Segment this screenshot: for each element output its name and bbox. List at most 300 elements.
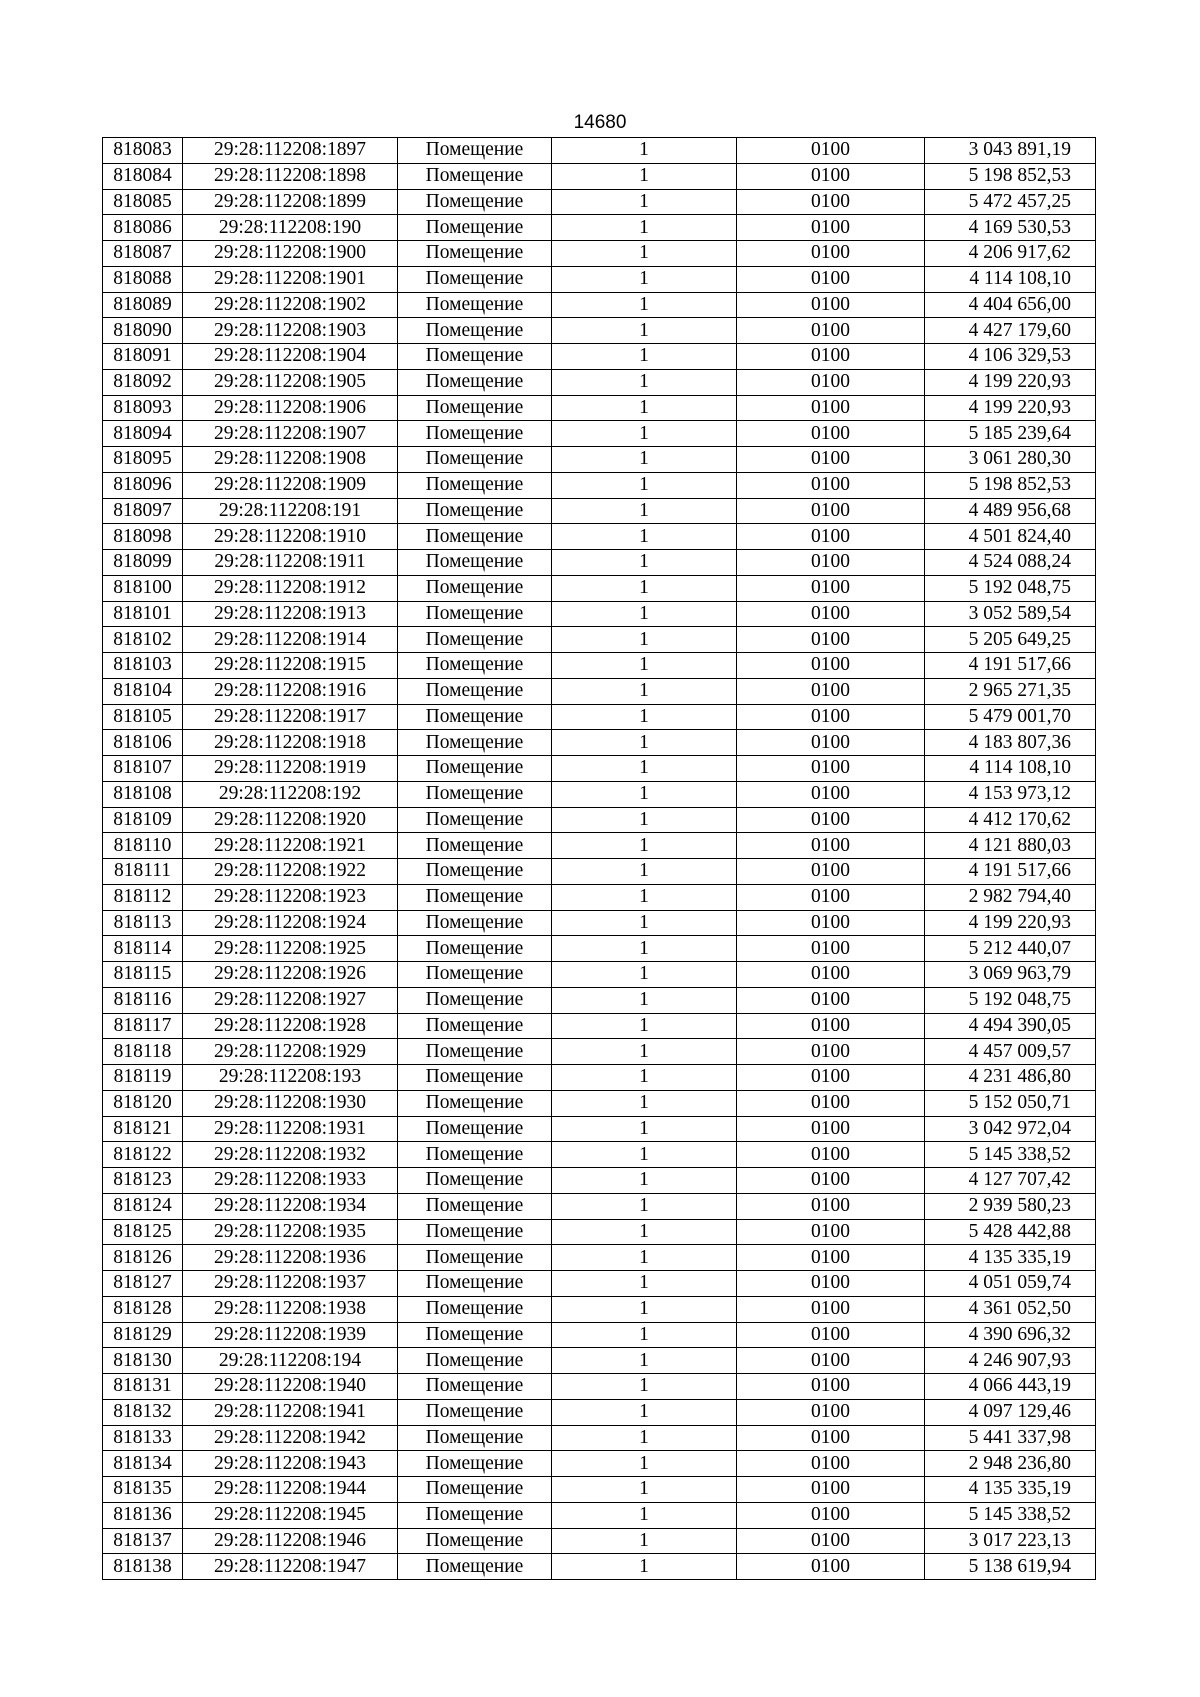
row-number-cell: 818107 (103, 756, 183, 782)
object-type-cell: Помещение (398, 1502, 552, 1528)
row-number-cell: 818120 (103, 1090, 183, 1116)
row-number-cell: 818112 (103, 884, 183, 910)
code-cell: 0100 (737, 524, 925, 550)
row-number-cell: 818085 (103, 189, 183, 215)
code-cell: 0100 (737, 678, 925, 704)
cadastral-number-cell: 29:28:112208:1910 (183, 524, 398, 550)
row-number-cell: 818108 (103, 781, 183, 807)
row-number-cell: 818119 (103, 1065, 183, 1091)
cadastral-number-cell: 29:28:112208:1928 (183, 1013, 398, 1039)
object-type-cell: Помещение (398, 292, 552, 318)
cadastral-number-cell: 29:28:112208:1934 (183, 1193, 398, 1219)
quantity-cell: 1 (552, 601, 737, 627)
code-cell: 0100 (737, 138, 925, 164)
code-cell: 0100 (737, 807, 925, 833)
row-number-cell: 818115 (103, 962, 183, 988)
object-type-cell: Помещение (398, 1245, 552, 1271)
code-cell: 0100 (737, 1477, 925, 1503)
cadastral-value-cell: 3 069 963,79 (925, 962, 1096, 988)
quantity-cell: 1 (552, 1090, 737, 1116)
row-number-cell: 818109 (103, 807, 183, 833)
cadastral-value-cell: 4 169 530,53 (925, 215, 1096, 241)
table-row (103, 678, 1096, 704)
code-cell: 0100 (737, 627, 925, 653)
code-cell: 0100 (737, 910, 925, 936)
quantity-cell: 1 (552, 987, 737, 1013)
cadastral-number-cell: 29:28:112208:1930 (183, 1090, 398, 1116)
cadastral-value-cell: 4 191 517,66 (925, 859, 1096, 885)
row-number-cell: 818123 (103, 1168, 183, 1194)
table-row (103, 318, 1096, 344)
row-number-cell: 818102 (103, 627, 183, 653)
cadastral-value-cell: 5 192 048,75 (925, 987, 1096, 1013)
cadastral-value-cell: 4 501 824,40 (925, 524, 1096, 550)
cadastral-value-cell: 5 198 852,53 (925, 163, 1096, 189)
cadastral-value-cell: 5 198 852,53 (925, 472, 1096, 498)
cadastral-number-cell: 29:28:112208:1912 (183, 575, 398, 601)
object-type-cell: Помещение (398, 1271, 552, 1297)
table-row (103, 421, 1096, 447)
code-cell: 0100 (737, 884, 925, 910)
quantity-cell: 1 (552, 447, 737, 473)
table-row (103, 241, 1096, 267)
cadastral-value-cell: 4 524 088,24 (925, 550, 1096, 576)
cadastral-number-cell: 29:28:112208:1908 (183, 447, 398, 473)
table-row (103, 1399, 1096, 1425)
row-number-cell: 818094 (103, 421, 183, 447)
code-cell: 0100 (737, 1425, 925, 1451)
code-cell: 0100 (737, 833, 925, 859)
table-row (103, 1502, 1096, 1528)
code-cell: 0100 (737, 215, 925, 241)
cadastral-value-cell: 2 948 236,80 (925, 1451, 1096, 1477)
cadastral-value-cell: 4 404 656,00 (925, 292, 1096, 318)
cadastral-number-cell: 29:28:112208:1921 (183, 833, 398, 859)
cadastral-value-cell: 5 472 457,25 (925, 189, 1096, 215)
cadastral-number-cell: 29:28:112208:1914 (183, 627, 398, 653)
cadastral-value-cell: 3 052 589,54 (925, 601, 1096, 627)
cadastral-number-cell: 29:28:112208:1937 (183, 1271, 398, 1297)
cadastral-value-cell: 4 106 329,53 (925, 344, 1096, 370)
code-cell: 0100 (737, 1168, 925, 1194)
cadastral-number-cell: 29:28:112208:1938 (183, 1296, 398, 1322)
code-cell: 0100 (737, 1013, 925, 1039)
row-number-cell: 818138 (103, 1554, 183, 1580)
row-number-cell: 818133 (103, 1425, 183, 1451)
code-cell: 0100 (737, 421, 925, 447)
cadastral-value-cell: 4 135 335,19 (925, 1477, 1096, 1503)
cadastral-value-cell: 4 135 335,19 (925, 1245, 1096, 1271)
quantity-cell: 1 (552, 550, 737, 576)
cadastral-value-cell: 4 199 220,93 (925, 369, 1096, 395)
code-cell: 0100 (737, 1399, 925, 1425)
object-type-cell: Помещение (398, 395, 552, 421)
cadastral-value-cell: 4 390 696,32 (925, 1322, 1096, 1348)
quantity-cell: 1 (552, 1348, 737, 1374)
table-row (103, 807, 1096, 833)
table-row (103, 884, 1096, 910)
table-row (103, 215, 1096, 241)
row-number-cell: 818099 (103, 550, 183, 576)
object-type-cell: Помещение (398, 1425, 552, 1451)
object-type-cell: Помещение (398, 1451, 552, 1477)
quantity-cell: 1 (552, 756, 737, 782)
object-type-cell: Помещение (398, 833, 552, 859)
row-number-cell: 818127 (103, 1271, 183, 1297)
row-number-cell: 818124 (103, 1193, 183, 1219)
cadastral-value-cell: 4 206 917,62 (925, 241, 1096, 267)
code-cell: 0100 (737, 730, 925, 756)
code-cell: 0100 (737, 575, 925, 601)
quantity-cell: 1 (552, 781, 737, 807)
table-row (103, 575, 1096, 601)
object-type-cell: Помещение (398, 653, 552, 679)
quantity-cell: 1 (552, 344, 737, 370)
table-row (103, 344, 1096, 370)
cadastral-value-cell: 3 042 972,04 (925, 1116, 1096, 1142)
object-type-cell: Помещение (398, 138, 552, 164)
table-row (103, 936, 1096, 962)
object-type-cell: Помещение (398, 730, 552, 756)
cadastral-value-cell: 3 043 891,19 (925, 138, 1096, 164)
cadastral-number-cell: 29:28:112208:1939 (183, 1322, 398, 1348)
cadastral-number-cell: 29:28:112208:1911 (183, 550, 398, 576)
table-row (103, 859, 1096, 885)
quantity-cell: 1 (552, 266, 737, 292)
code-cell: 0100 (737, 756, 925, 782)
object-type-cell: Помещение (398, 241, 552, 267)
table-row (103, 447, 1096, 473)
quantity-cell: 1 (552, 910, 737, 936)
object-type-cell: Помещение (398, 1116, 552, 1142)
table-row (103, 189, 1096, 215)
code-cell: 0100 (737, 241, 925, 267)
row-number-cell: 818084 (103, 163, 183, 189)
object-type-cell: Помещение (398, 1065, 552, 1091)
quantity-cell: 1 (552, 1065, 737, 1091)
cadastral-number-cell: 29:28:112208:1925 (183, 936, 398, 962)
row-number-cell: 818098 (103, 524, 183, 550)
object-type-cell: Помещение (398, 1219, 552, 1245)
row-number-cell: 818135 (103, 1477, 183, 1503)
object-type-cell: Помещение (398, 318, 552, 344)
quantity-cell: 1 (552, 1193, 737, 1219)
table-row (103, 1296, 1096, 1322)
object-type-cell: Помещение (398, 781, 552, 807)
row-number-cell: 818086 (103, 215, 183, 241)
table-row (103, 962, 1096, 988)
object-type-cell: Помещение (398, 498, 552, 524)
row-number-cell: 818095 (103, 447, 183, 473)
cadastral-value-cell: 4 427 179,60 (925, 318, 1096, 344)
object-type-cell: Помещение (398, 1142, 552, 1168)
quantity-cell: 1 (552, 472, 737, 498)
table-row (103, 524, 1096, 550)
table-row (103, 987, 1096, 1013)
cadastral-value-cell: 5 138 619,94 (925, 1554, 1096, 1580)
table-row (103, 472, 1096, 498)
object-type-cell: Помещение (398, 910, 552, 936)
cadastral-value-cell: 2 982 794,40 (925, 884, 1096, 910)
code-cell: 0100 (737, 318, 925, 344)
table-row (103, 1090, 1096, 1116)
quantity-cell: 1 (552, 1399, 737, 1425)
code-cell: 0100 (737, 1116, 925, 1142)
quantity-cell: 1 (552, 1502, 737, 1528)
table-row (103, 369, 1096, 395)
row-number-cell: 818129 (103, 1322, 183, 1348)
quantity-cell: 1 (552, 678, 737, 704)
page-number: 14680 (573, 112, 627, 133)
object-type-cell: Помещение (398, 524, 552, 550)
code-cell: 0100 (737, 1554, 925, 1580)
cadastral-number-cell: 29:28:112208:1947 (183, 1554, 398, 1580)
table-row (103, 601, 1096, 627)
object-type-cell: Помещение (398, 756, 552, 782)
cadastral-value-cell: 4 494 390,05 (925, 1013, 1096, 1039)
cadastral-value-cell: 4 489 956,68 (925, 498, 1096, 524)
row-number-cell: 818126 (103, 1245, 183, 1271)
code-cell: 0100 (737, 1374, 925, 1400)
row-number-cell: 818104 (103, 678, 183, 704)
quantity-cell: 1 (552, 730, 737, 756)
cadastral-number-cell: 29:28:112208:1904 (183, 344, 398, 370)
cadastral-number-cell: 29:28:112208:1907 (183, 421, 398, 447)
code-cell: 0100 (737, 1193, 925, 1219)
cadastral-number-cell: 29:28:112208:1922 (183, 859, 398, 885)
code-cell: 0100 (737, 936, 925, 962)
cadastral-value-cell: 4 231 486,80 (925, 1065, 1096, 1091)
code-cell: 0100 (737, 395, 925, 421)
table-row (103, 1065, 1096, 1091)
quantity-cell: 1 (552, 884, 737, 910)
quantity-cell: 1 (552, 704, 737, 730)
cadastral-value-cell: 4 199 220,93 (925, 395, 1096, 421)
row-number-cell: 818134 (103, 1451, 183, 1477)
cadastral-number-cell: 29:28:112208:1940 (183, 1374, 398, 1400)
row-number-cell: 818101 (103, 601, 183, 627)
object-type-cell: Помещение (398, 1399, 552, 1425)
cadastral-number-cell: 29:28:112208:191 (183, 498, 398, 524)
object-type-cell: Помещение (398, 1322, 552, 1348)
cadastral-value-cell: 5 428 442,88 (925, 1219, 1096, 1245)
quantity-cell: 1 (552, 138, 737, 164)
table-row (103, 1013, 1096, 1039)
object-type-cell: Помещение (398, 936, 552, 962)
object-type-cell: Помещение (398, 344, 552, 370)
table-row (103, 498, 1096, 524)
code-cell: 0100 (737, 1322, 925, 1348)
code-cell: 0100 (737, 601, 925, 627)
code-cell: 0100 (737, 1142, 925, 1168)
row-number-cell: 818100 (103, 575, 183, 601)
cadastral-number-cell: 29:28:112208:1935 (183, 1219, 398, 1245)
cadastral-value-cell: 5 145 338,52 (925, 1502, 1096, 1528)
quantity-cell: 1 (552, 1039, 737, 1065)
cadastral-value-cell: 4 153 973,12 (925, 781, 1096, 807)
table-row (103, 1116, 1096, 1142)
cadastral-number-cell: 29:28:112208:1917 (183, 704, 398, 730)
row-number-cell: 818110 (103, 833, 183, 859)
table-row (103, 1193, 1096, 1219)
object-type-cell: Помещение (398, 807, 552, 833)
table-row (103, 910, 1096, 936)
code-cell: 0100 (737, 1065, 925, 1091)
code-cell: 0100 (737, 653, 925, 679)
table-row (103, 1322, 1096, 1348)
cadastral-number-cell: 29:28:112208:1906 (183, 395, 398, 421)
object-type-cell: Помещение (398, 421, 552, 447)
cadastral-number-cell: 29:28:112208:1931 (183, 1116, 398, 1142)
object-type-cell: Помещение (398, 1477, 552, 1503)
row-number-cell: 818136 (103, 1502, 183, 1528)
cadastral-number-cell: 29:28:112208:1898 (183, 163, 398, 189)
row-number-cell: 818117 (103, 1013, 183, 1039)
row-number-cell: 818114 (103, 936, 183, 962)
object-type-cell: Помещение (398, 1296, 552, 1322)
code-cell: 0100 (737, 447, 925, 473)
quantity-cell: 1 (552, 807, 737, 833)
code-cell: 0100 (737, 292, 925, 318)
quantity-cell: 1 (552, 1451, 737, 1477)
cadastral-number-cell: 29:28:112208:193 (183, 1065, 398, 1091)
quantity-cell: 1 (552, 962, 737, 988)
object-type-cell: Помещение (398, 575, 552, 601)
object-type-cell: Помещение (398, 1374, 552, 1400)
cadastral-number-cell: 29:28:112208:1902 (183, 292, 398, 318)
code-cell: 0100 (737, 163, 925, 189)
cadastral-value-cell: 4 114 108,10 (925, 756, 1096, 782)
registry-table (102, 137, 1096, 1580)
object-type-cell: Помещение (398, 1528, 552, 1554)
cadastral-number-cell: 29:28:112208:194 (183, 1348, 398, 1374)
cadastral-value-cell: 4 191 517,66 (925, 653, 1096, 679)
cadastral-number-cell: 29:28:112208:1924 (183, 910, 398, 936)
cadastral-value-cell: 4 361 052,50 (925, 1296, 1096, 1322)
table-row (103, 1451, 1096, 1477)
cadastral-value-cell: 4 412 170,62 (925, 807, 1096, 833)
quantity-cell: 1 (552, 1322, 737, 1348)
quantity-cell: 1 (552, 369, 737, 395)
code-cell: 0100 (737, 962, 925, 988)
table-row (103, 550, 1096, 576)
table-row (103, 163, 1096, 189)
table-row (103, 1348, 1096, 1374)
quantity-cell: 1 (552, 318, 737, 344)
row-number-cell: 818128 (103, 1296, 183, 1322)
code-cell: 0100 (737, 344, 925, 370)
cadastral-number-cell: 29:28:112208:1941 (183, 1399, 398, 1425)
quantity-cell: 1 (552, 936, 737, 962)
row-number-cell: 818096 (103, 472, 183, 498)
code-cell: 0100 (737, 1271, 925, 1297)
row-number-cell: 818093 (103, 395, 183, 421)
cadastral-value-cell: 4 066 443,19 (925, 1374, 1096, 1400)
object-type-cell: Помещение (398, 1193, 552, 1219)
cadastral-value-cell: 4 051 059,74 (925, 1271, 1096, 1297)
table-row (103, 1245, 1096, 1271)
object-type-cell: Помещение (398, 215, 552, 241)
quantity-cell: 1 (552, 189, 737, 215)
quantity-cell: 1 (552, 1271, 737, 1297)
cadastral-number-cell: 29:28:112208:1913 (183, 601, 398, 627)
object-type-cell: Помещение (398, 472, 552, 498)
code-cell: 0100 (737, 704, 925, 730)
code-cell: 0100 (737, 1528, 925, 1554)
cadastral-number-cell: 29:28:112208:1909 (183, 472, 398, 498)
cadastral-value-cell: 5 185 239,64 (925, 421, 1096, 447)
code-cell: 0100 (737, 987, 925, 1013)
object-type-cell: Помещение (398, 987, 552, 1013)
cadastral-number-cell: 29:28:112208:1944 (183, 1477, 398, 1503)
code-cell: 0100 (737, 550, 925, 576)
quantity-cell: 1 (552, 1116, 737, 1142)
cadastral-value-cell: 4 121 880,03 (925, 833, 1096, 859)
cadastral-number-cell: 29:28:112208:1897 (183, 138, 398, 164)
cadastral-value-cell: 5 152 050,71 (925, 1090, 1096, 1116)
table-row (103, 833, 1096, 859)
table-row (103, 627, 1096, 653)
object-type-cell: Помещение (398, 962, 552, 988)
row-number-cell: 818122 (103, 1142, 183, 1168)
cadastral-number-cell: 29:28:112208:1920 (183, 807, 398, 833)
table-row (103, 730, 1096, 756)
object-type-cell: Помещение (398, 447, 552, 473)
code-cell: 0100 (737, 189, 925, 215)
code-cell: 0100 (737, 1090, 925, 1116)
object-type-cell: Помещение (398, 1554, 552, 1580)
cadastral-number-cell: 29:28:112208:1923 (183, 884, 398, 910)
quantity-cell: 1 (552, 1554, 737, 1580)
cadastral-value-cell: 5 479 001,70 (925, 704, 1096, 730)
cadastral-number-cell: 29:28:112208:1942 (183, 1425, 398, 1451)
cadastral-number-cell: 29:28:112208:190 (183, 215, 398, 241)
code-cell: 0100 (737, 781, 925, 807)
object-type-cell: Помещение (398, 550, 552, 576)
object-type-cell: Помещение (398, 884, 552, 910)
table-row (103, 1425, 1096, 1451)
quantity-cell: 1 (552, 163, 737, 189)
cadastral-value-cell: 4 127 707,42 (925, 1168, 1096, 1194)
row-number-cell: 818116 (103, 987, 183, 1013)
code-cell: 0100 (737, 266, 925, 292)
cadastral-value-cell: 4 457 009,57 (925, 1039, 1096, 1065)
cadastral-value-cell: 3 061 280,30 (925, 447, 1096, 473)
quantity-cell: 1 (552, 1168, 737, 1194)
cadastral-number-cell: 29:28:112208:1903 (183, 318, 398, 344)
object-type-cell: Помещение (398, 1168, 552, 1194)
quantity-cell: 1 (552, 524, 737, 550)
quantity-cell: 1 (552, 1296, 737, 1322)
cadastral-number-cell: 29:28:112208:1943 (183, 1451, 398, 1477)
cadastral-value-cell: 2 939 580,23 (925, 1193, 1096, 1219)
row-number-cell: 818137 (103, 1528, 183, 1554)
table-row (103, 266, 1096, 292)
code-cell: 0100 (737, 1219, 925, 1245)
object-type-cell: Помещение (398, 1039, 552, 1065)
table-row (103, 138, 1096, 164)
object-type-cell: Помещение (398, 1013, 552, 1039)
quantity-cell: 1 (552, 1219, 737, 1245)
object-type-cell: Помещение (398, 189, 552, 215)
cadastral-number-cell: 29:28:112208:1929 (183, 1039, 398, 1065)
row-number-cell: 818089 (103, 292, 183, 318)
code-cell: 0100 (737, 1348, 925, 1374)
code-cell: 0100 (737, 859, 925, 885)
table-row (103, 395, 1096, 421)
table-row (103, 1271, 1096, 1297)
cadastral-value-cell: 5 205 649,25 (925, 627, 1096, 653)
